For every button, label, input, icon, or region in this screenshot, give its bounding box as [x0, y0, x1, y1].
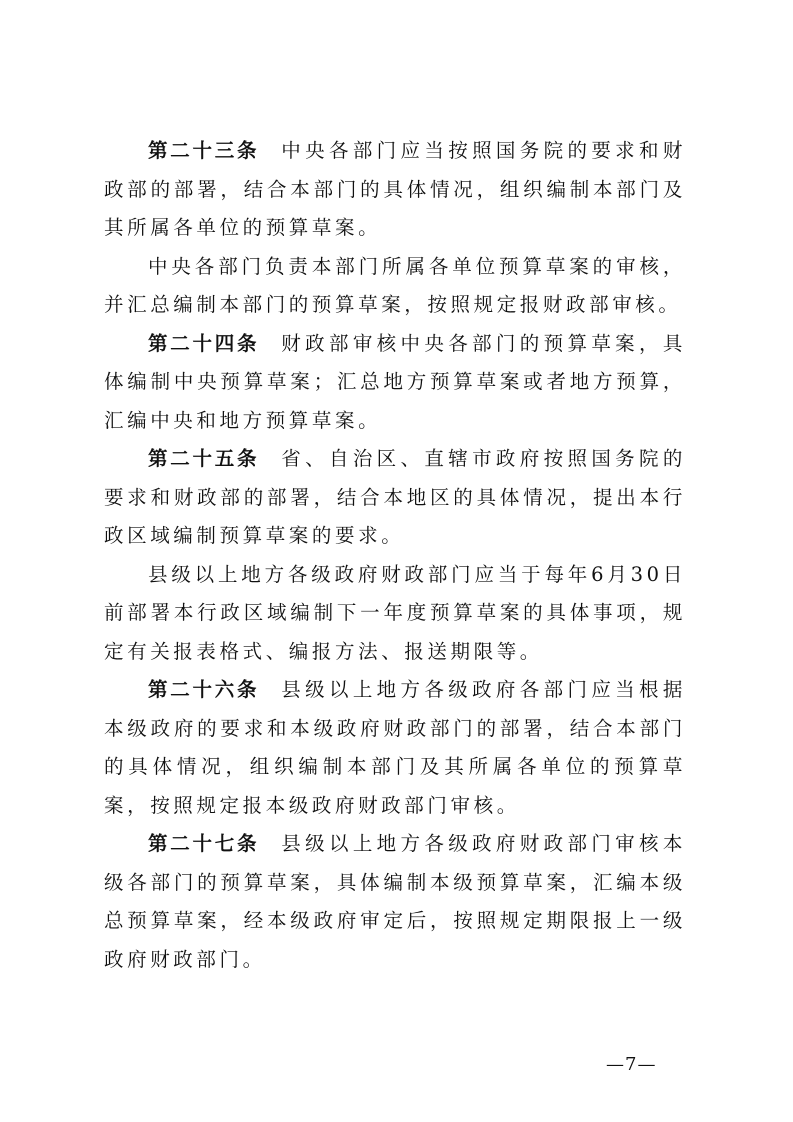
paragraph-article-25	[104, 440, 686, 556]
paragraph-article-25-cont	[104, 556, 686, 672]
paragraph-text: 中央各部门应当按照国务院的要求和财政部的部署，结合本部门的具体情况，组织编制本部门及其所属各单位的预算草案。	[104, 139, 686, 239]
paragraph-text: 县级以上地方各级政府各部门应当根据本级政府的要求和本级政府财政部门的部署，结合本部门的具体情况，组织编制本部门及其所属各单位的预算草案，按照规定报本级政府财政部门审核。	[104, 678, 686, 817]
paragraph-article-27	[104, 825, 686, 979]
paragraph-article-26	[104, 671, 686, 825]
document-body	[104, 132, 686, 979]
article-number: 第二十五条	[148, 447, 260, 470]
paragraph-text: 中央各部门负责本部门所属各单位预算草案的审核，并汇总编制本部门的预算草案，按照规定报财政部审核。	[104, 254, 686, 316]
article-number: 第二十六条	[148, 678, 260, 701]
paragraph-text: 财政部审核中央各部门的预算草案，具体编制中央预算草案；汇总地方预算草案或者地方预算，汇编中央和地方预算草案。	[104, 331, 686, 432]
paragraph-article-23	[104, 132, 686, 248]
paragraph-text: 县级以上地方各级政府财政部门应当于每年6月30日前部署本行政区域编制下一年度预算草案的具体事项，规定有关报表格式、编报方法、报送期限等。	[104, 562, 686, 663]
paragraph-article-24	[104, 325, 686, 441]
article-number: 第二十七条	[148, 832, 260, 855]
article-number: 第二十三条	[148, 139, 260, 162]
paragraph-text: 县级以上地方各级政府财政部门审核本级各部门的预算草案，具体编制本级预算草案，汇编本级总预算草案，经本级政府审定后，按照规定期限报上一级政府财政部门。	[104, 832, 686, 971]
paragraph-text: 省、自治区、直辖市政府按照国务院的要求和财政部的部署，结合本地区的具体情况，提出本行政区域编制预算草案的要求。	[104, 447, 686, 547]
article-number: 第二十四条	[148, 331, 260, 355]
paragraph-article-23-cont	[104, 248, 686, 325]
page-number: —7—	[606, 1054, 657, 1075]
